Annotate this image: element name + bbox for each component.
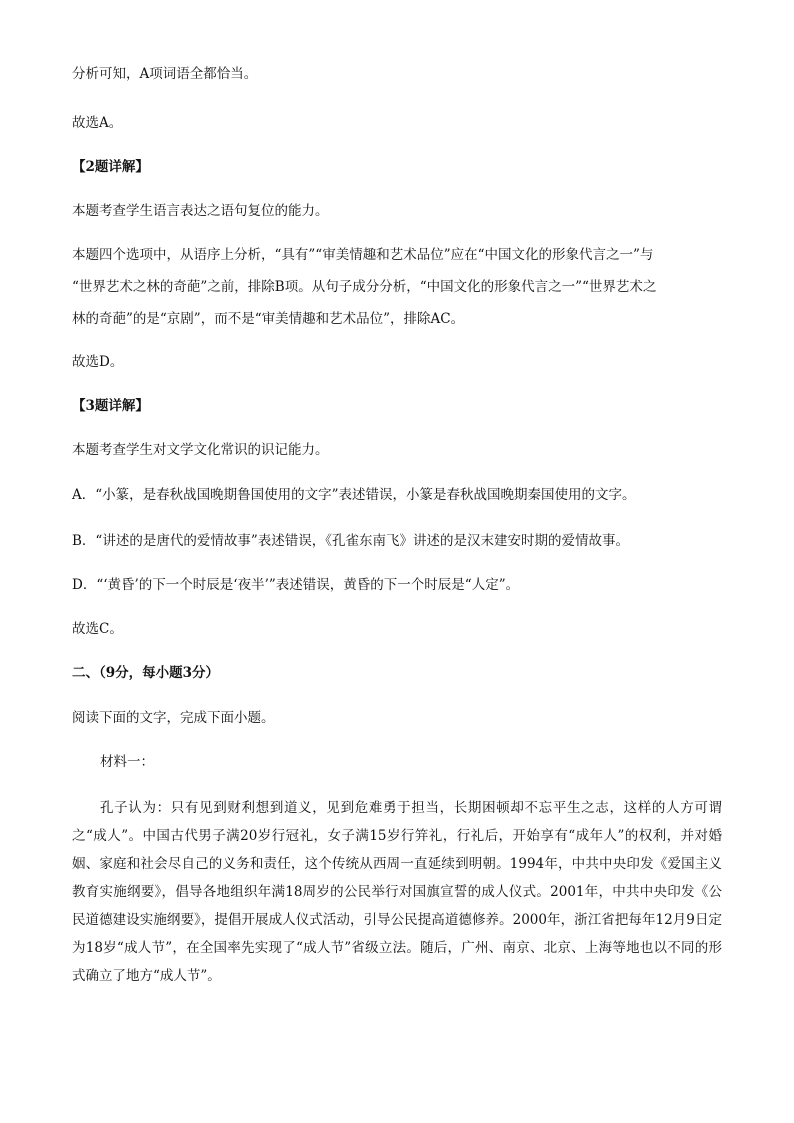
q2-analysis-line-3: 林的奇葩”的是“京剧”，而不是“审美情趣和艺术品位”，排除AC。 bbox=[72, 311, 465, 327]
q3-intro: 本题考查学生对文学文化常识的识记能力。 bbox=[72, 442, 329, 458]
answer-choice-2: 故选D。 bbox=[72, 354, 124, 370]
material-one-paragraph: 孔子认为：只有见到财利想到道义，见到危难勇于担当，长期困顿却不忘平生之志，这样的人方可谓之“成人”。中国古代男子满20岁行冠礼，女子满15岁行笄礼，行礼后，开始享有“成年人”的权利，并对婚姻、家庭和社会尽自己的义务和责任，这个传统从西周一直延续到明朝。1994年，中共中央印发《爱国主义教育实施纲要》，倡导各地组织年满18周岁的公民举行对国旗宣誓的成人仪式。2001年，中共中央印发《公民道德建设实施纲要》，提倡开展成人仪式活动，引导公民提高道德修养。2000年，浙江省把每年12月9日定为18岁“成人节”，在全国率先实现了“成人节”省级立法。随后，广州、南京、北京、上海等地也以不同的形式确立了地方“成人节”。 bbox=[72, 800, 722, 984]
section-heading-q3: 【3题详解】 bbox=[72, 398, 149, 414]
q3-option-a: A．“小篆，是春秋战国晚期鲁国使用的文字”表述错误，小篆是春秋战国晚期秦国使用的文字。 bbox=[72, 487, 636, 503]
answer-choice-3: 故选C。 bbox=[72, 621, 123, 637]
section-heading-q2: 【2题详解】 bbox=[72, 159, 149, 175]
q3-option-b: B．“讲述的是唐代的爱情故事”表述错误，《孔雀东南飞》讲述的是汉末建安时期的爱情故事。 bbox=[72, 533, 629, 549]
q2-intro: 本题考查学生语言表达之语句复位的能力。 bbox=[72, 203, 329, 219]
material-one-label: 材料一： bbox=[100, 754, 154, 770]
q2-analysis-line-2: “世界艺术之林的奇葩”之前，排除B项。从句子成分分析，“中国文化的形象代言之一”“世界艺术之 bbox=[72, 279, 657, 295]
part-two-heading: 二、（9分，每小题3分） bbox=[72, 665, 220, 681]
q3-option-d: D．“‘黄昏’的下一个时辰是‘夜半’”表述错误，黄昏的下一个时辰是“人定”。 bbox=[72, 577, 520, 593]
answer-analysis-1: 分析可知，A项词语全都恰当。 bbox=[72, 66, 258, 82]
answer-choice-1: 故选A。 bbox=[72, 115, 123, 131]
q2-analysis-line-1: 本题四个选项中，从语序上分析，“具有”“审美情趣和艺术品位”应在“中国文化的形象代言之一”与 bbox=[72, 247, 654, 263]
reading-instruction: 阅读下面的文字，完成下面小题。 bbox=[72, 710, 275, 726]
